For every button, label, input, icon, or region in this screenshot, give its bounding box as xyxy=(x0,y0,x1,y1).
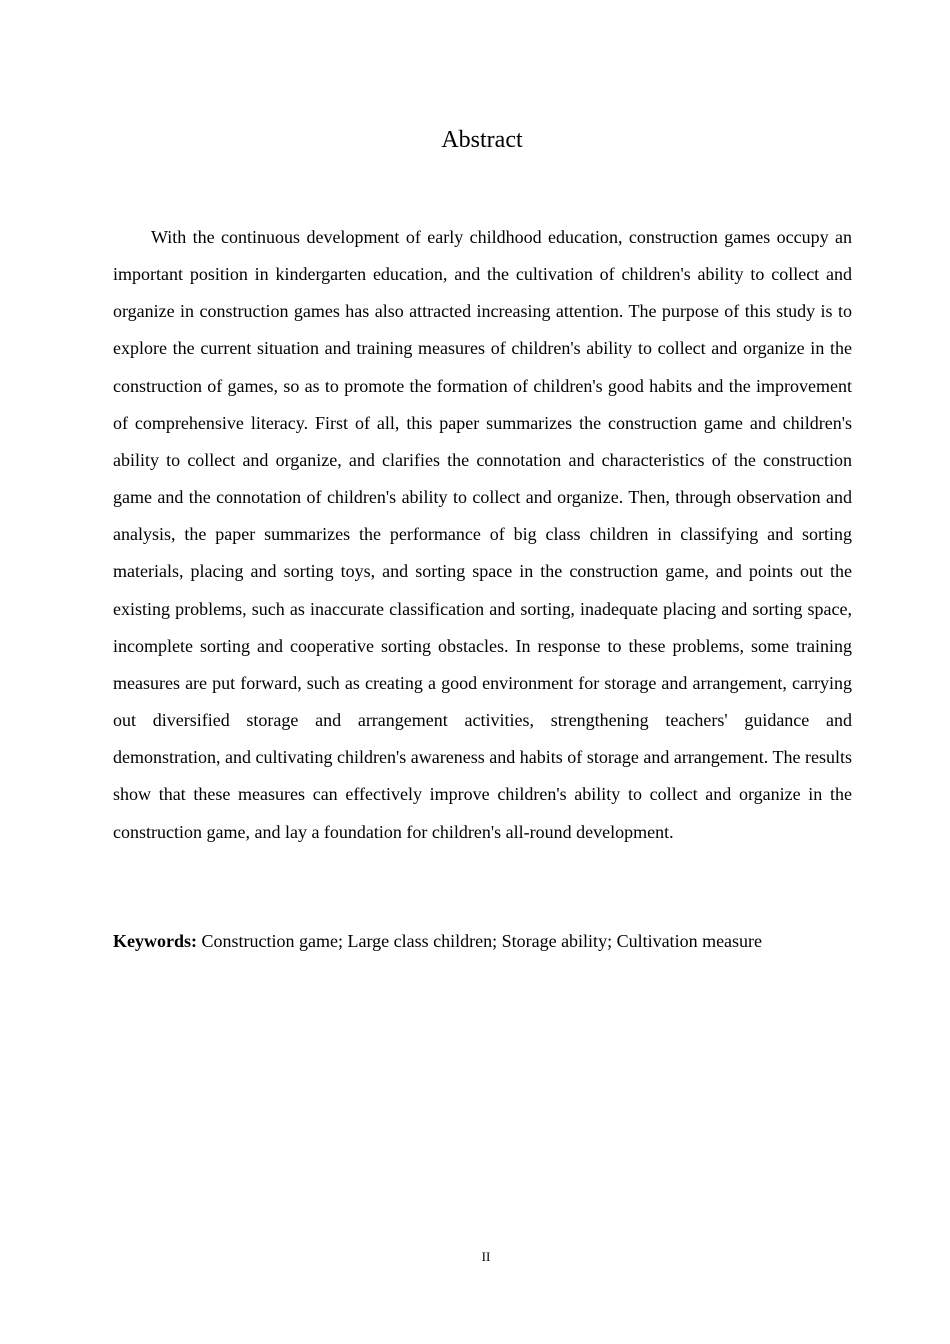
keywords-label: Keywords: xyxy=(113,931,197,951)
abstract-title: Abstract xyxy=(441,127,523,153)
keywords-text: Construction game; Large class children; Storage ability; Cultivation measure xyxy=(197,931,763,951)
page-number: II xyxy=(481,1249,491,1264)
keywords-line xyxy=(113,925,852,957)
abstract-body: With the continuous development of early childhood education, construction games occupy an important position in kindergarten education, and the cultivation of children's ability to collect and organize in construction games has also attracted increasing attention. The purpose of this study is to explore the current situation and training measures of children's ability to collect and organize in the construction of games, so as to promote the formation of children's good habits and the improvement of comprehensive literacy. First of all, this paper summarizes the construction game and children's ability to collect and organize, and clarifies the connotation and characteristics of the construction game and the connotation of children's ability to collect and organize. Then, through observation and analysis, the paper summarizes the performance of big class children in classifying and sorting materials, placing and sorting toys, and sorting space in the construction game, and points out the existing problems, such as inaccurate classification and sorting, inadequate placing and sorting space, incomplete sorting and cooperative sorting obstacles. In response to these problems, some training measures are put forward, such as creating a good environment for storage and arrangement, carrying out diversified storage and arrangement activities, strengthening teachers' guidance and demonstration, and cultivating children's awareness and habits of storage and arrangement. The results show that these measures can effectively improve children's ability to collect and organize in the construction game, and lay a foundation for children's all-round development. xyxy=(113,227,852,842)
